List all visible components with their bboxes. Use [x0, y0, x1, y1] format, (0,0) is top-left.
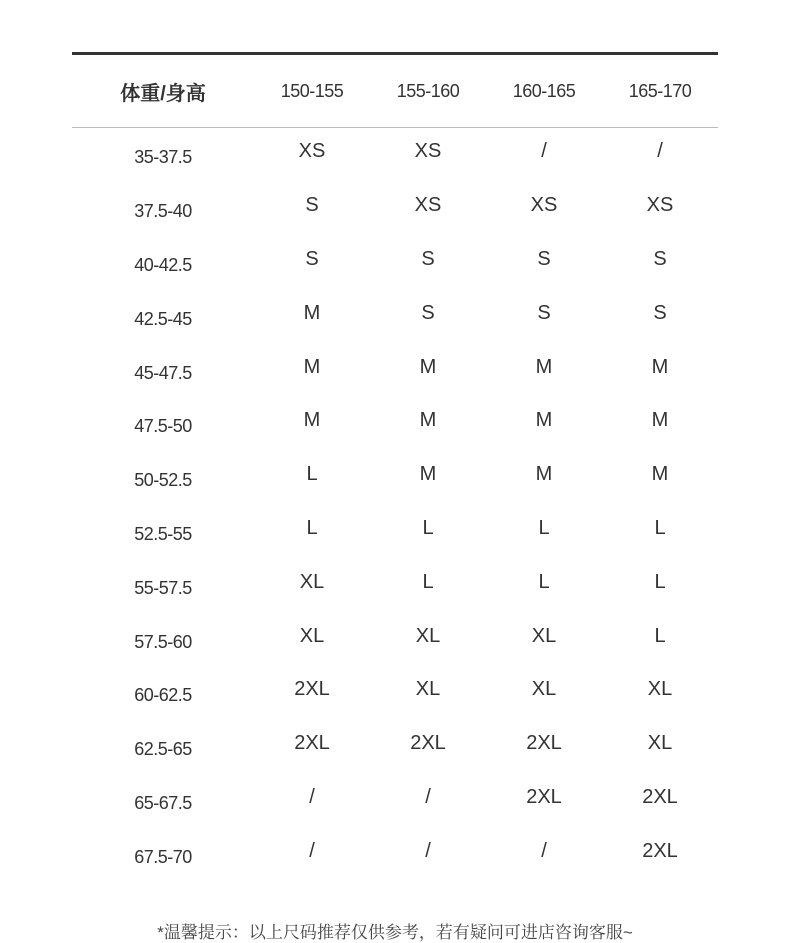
size-cell: 2XL: [642, 785, 678, 808]
size-cell: S: [537, 301, 551, 324]
size-cell: 2XL: [294, 678, 330, 701]
column-header-height: 150-155: [280, 80, 344, 101]
size-cell: S: [653, 247, 667, 270]
table-row: [72, 558, 718, 612]
table-row: [72, 128, 718, 182]
size-cell: S: [537, 247, 551, 270]
weight-cell: 60-62.5: [134, 685, 192, 706]
size-cell: 2XL: [294, 732, 330, 755]
size-cell: L: [422, 570, 434, 593]
weight-cell: 62.5-65: [134, 739, 192, 760]
size-cell: S: [653, 301, 667, 324]
size-cell: L: [538, 570, 550, 593]
size-cell: XL: [531, 678, 557, 701]
weight-cell: 57.5-60: [134, 631, 192, 652]
table-row: [72, 182, 718, 236]
size-cell: /: [657, 140, 663, 163]
size-cell: L: [654, 516, 666, 539]
size-cell: /: [309, 839, 315, 862]
size-cell: S: [421, 247, 435, 270]
size-cell: XS: [298, 140, 326, 163]
table-row: [72, 236, 718, 290]
size-cell: /: [425, 785, 431, 808]
table-row: [72, 774, 718, 828]
table-row: [72, 397, 718, 451]
size-cell: /: [309, 785, 315, 808]
size-cell: L: [306, 516, 318, 539]
weight-cell: 45-47.5: [134, 362, 192, 383]
size-cell: 2XL: [642, 839, 678, 862]
size-cell: M: [419, 355, 437, 378]
column-header-weight-height: 体重/身高: [120, 82, 206, 105]
table-row: [72, 451, 718, 505]
table-row: [72, 827, 718, 881]
size-cell: XL: [647, 732, 673, 755]
size-cell: XS: [530, 194, 558, 217]
size-cell: M: [303, 301, 321, 324]
weight-cell: 37.5-40: [134, 201, 192, 222]
size-cell: M: [303, 409, 321, 432]
size-cell: M: [303, 355, 321, 378]
footer-note: *温馨提示：以上尺码推荐仅供参考，若有疑问可进店咨询客服~: [157, 923, 633, 942]
size-cell: S: [305, 194, 319, 217]
size-chart-table: [72, 52, 718, 881]
weight-cell: 65-67.5: [134, 792, 192, 813]
weight-cell: 35-37.5: [134, 147, 192, 168]
weight-cell: 47.5-50: [134, 416, 192, 437]
weight-cell: 40-42.5: [134, 254, 192, 275]
weight-cell: 52.5-55: [134, 523, 192, 544]
table-header-row: [72, 55, 718, 128]
size-cell: /: [425, 839, 431, 862]
size-cell: M: [651, 355, 669, 378]
column-header-height: 165-170: [628, 80, 692, 101]
size-cell: M: [419, 409, 437, 432]
column-header-height: 160-165: [512, 80, 576, 101]
size-cell: XS: [646, 194, 674, 217]
size-cell: /: [541, 140, 547, 163]
size-cell: /: [541, 839, 547, 862]
size-cell: M: [535, 409, 553, 432]
size-cell: 2XL: [526, 785, 562, 808]
size-cell: XL: [647, 678, 673, 701]
column-header-height: 155-160: [396, 80, 460, 101]
weight-cell: 50-52.5: [134, 470, 192, 491]
size-cell: L: [306, 463, 318, 486]
size-cell: M: [651, 409, 669, 432]
size-cell: S: [305, 247, 319, 270]
size-cell: M: [535, 355, 553, 378]
size-cell: 2XL: [526, 732, 562, 755]
size-cell: XS: [414, 194, 442, 217]
size-cell: XL: [299, 624, 325, 647]
table-body: [72, 128, 718, 881]
table-row: [72, 289, 718, 343]
size-cell: L: [654, 624, 666, 647]
size-cell: M: [651, 463, 669, 486]
size-cell: M: [535, 463, 553, 486]
size-cell: XL: [415, 678, 441, 701]
weight-cell: 67.5-70: [134, 846, 192, 867]
size-cell: XL: [531, 624, 557, 647]
table-row: [72, 720, 718, 774]
size-cell: L: [654, 570, 666, 593]
size-cell: M: [419, 463, 437, 486]
size-cell: 2XL: [410, 732, 446, 755]
table-row: [72, 666, 718, 720]
size-cell: L: [422, 516, 434, 539]
weight-cell: 42.5-45: [134, 308, 192, 329]
size-cell: L: [538, 516, 550, 539]
table-row: [72, 343, 718, 397]
size-cell: XS: [414, 140, 442, 163]
size-cell: S: [421, 301, 435, 324]
table-row: [72, 505, 718, 559]
size-cell: XL: [299, 570, 325, 593]
weight-cell: 55-57.5: [134, 577, 192, 598]
size-cell: XL: [415, 624, 441, 647]
table-row: [72, 612, 718, 666]
